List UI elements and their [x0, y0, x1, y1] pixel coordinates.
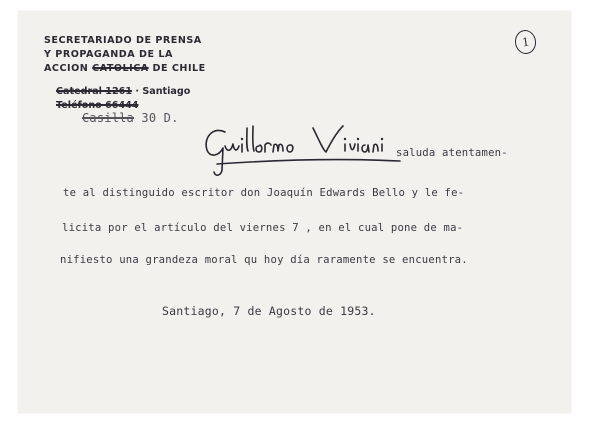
body-line-3: licita por el artículo del viernes 7 , en el cual pone de ma-: [62, 222, 464, 234]
address-line: [56, 86, 190, 97]
letter-date: Santiago, 7 de Agosto de 1953.: [162, 304, 376, 318]
body-line-1: saluda atentamen-: [396, 147, 508, 159]
casilla-line: [82, 111, 179, 125]
body-line-4: nifiesto una grandeza moral qu hoy día raramente se encuentra.: [60, 254, 468, 266]
phone-line: [56, 100, 138, 111]
struck-phone: Teléfono 66444: [56, 100, 139, 111]
letterhead-word: DE CHILE: [148, 63, 206, 74]
letterhead-word: ACCION: [44, 63, 93, 74]
body-line-2: te al distinguido escritor don Joaquín Edwards Bello y le fe-: [63, 187, 465, 199]
page-number: 1: [513, 29, 537, 56]
letterhead-line-3: [44, 63, 206, 74]
struck-casilla: Casilla: [82, 111, 134, 125]
handwritten-signature: [195, 120, 410, 180]
address-city: · Santiago: [132, 86, 191, 97]
casilla-number: 30 D.: [133, 111, 179, 125]
struck-word: CATOLICA: [92, 63, 149, 74]
letterhead-line-1: SECRETARIADO DE PRENSA: [44, 35, 202, 46]
letterhead-line-2: Y PROPAGANDA DE LA: [44, 49, 173, 60]
struck-address: Catedral 1261: [56, 86, 133, 97]
